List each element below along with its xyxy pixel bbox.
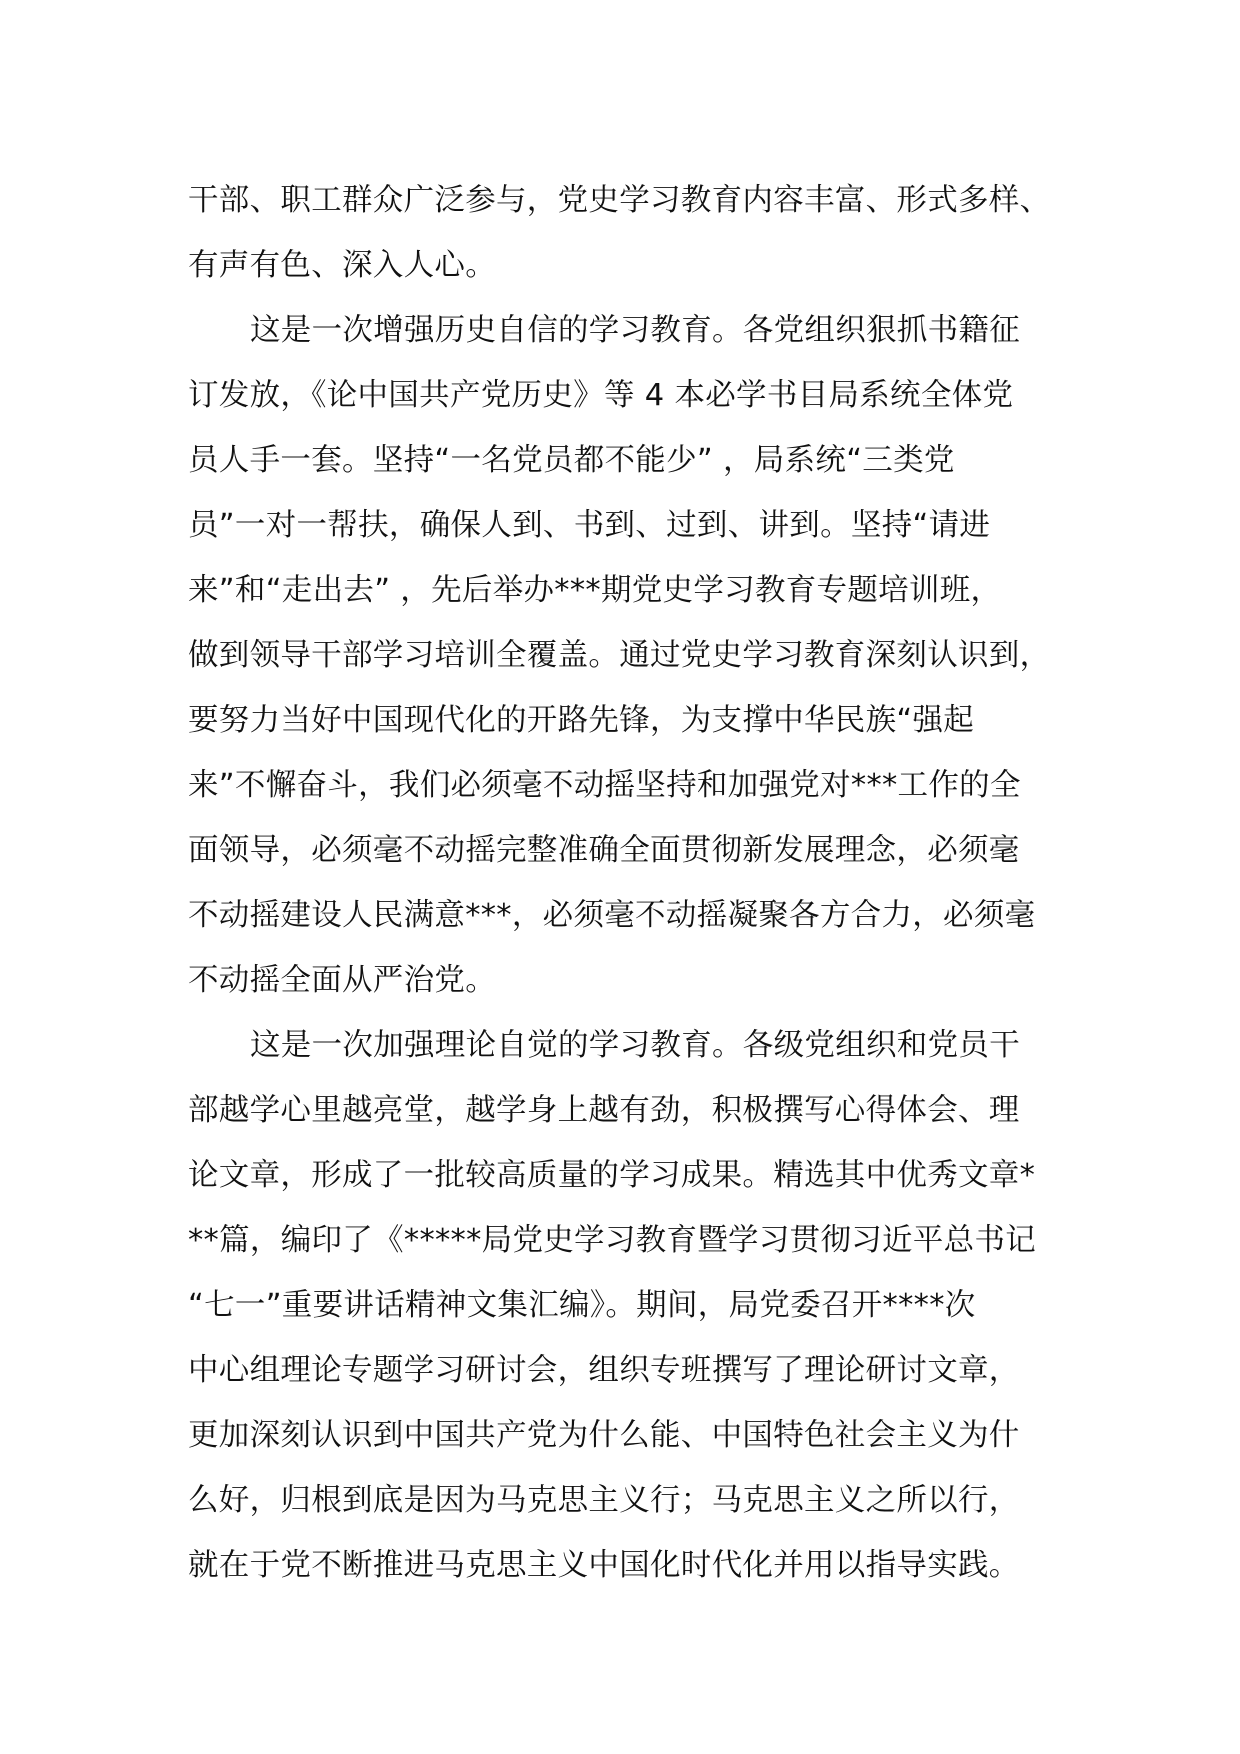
text-line-first: 这是一次增强历史自信的学习教育。各党组织狠抓书籍征 [250,313,1020,348]
text-line-first: 这是一次加强理论自觉的学习教育。各级党组织和党员干 [250,1028,1020,1063]
text-line: 更加深刻认识到中国共产党为什么能、中国特色社会主义为什 [188,1418,1020,1453]
text-line: 论文章，形成了一批较高质量的学习成果。精选其中优秀文章* [188,1158,1036,1193]
text-line: 来”和“走出去” ，先后举办***期党史学习教育专题培训班， [188,573,1002,608]
text-line: 有声有色、深入人心。 [188,248,496,283]
text-line: 订发放，《论中国共产党历史》等 4 本必学书目局系统全体党 [188,378,1014,413]
text-line: 面领导，必须毫不动摇完整准确全面贯彻新发展理念，必须毫 [188,833,1020,868]
document-body [188,168,1088,1598]
text-line: “七一”重要讲话精神文集汇编》。期间，局党委召开****次 [188,1288,976,1323]
text-line: 中心组理论专题学习研讨会，组织专班撰写了理论研讨文章， [188,1353,1020,1388]
text-line: **篇，编印了《*****局党史学习教育暨学习贯彻习近平总书记 [188,1223,1037,1258]
paragraph-2 [188,298,1088,1013]
text-line: 么好，归根到底是因为马克思主义行；马克思主义之所以行， [188,1483,1020,1518]
paragraph-1 [188,168,1088,298]
text-line: 干部、职工群众广泛参与，党史学习教育内容丰富、形式多样、 [188,183,1051,218]
text-line: 来”不懈奋斗，我们必须毫不动摇坚持和加强党对***工作的全 [188,768,1021,803]
text-line: 就在于党不断推进马克思主义中国化时代化并用以指导实践。 [188,1548,1020,1583]
paragraph-3 [188,1013,1088,1598]
text-line: 不动摇全面从严治党。 [188,963,496,998]
text-line: 做到领导干部学习培训全覆盖。通过党史学习教育深刻认识到， [188,638,1051,673]
text-line: 员人手一套。坚持“一名党员都不能少” ，局系统“三类党 [188,443,955,478]
text-line: 员”一对一帮扶，确保人到、书到、过到、讲到。坚持“请进 [188,508,991,543]
text-line: 部越学心里越亮堂，越学身上越有劲，积极撰写心得体会、理 [188,1093,1020,1128]
text-line: 不动摇建设人民满意***，必须毫不动摇凝聚各方合力，必须毫 [188,898,1036,933]
text-line: 要努力当好中国现代化的开路先锋，为支撑中华民族“强起 [188,703,975,738]
